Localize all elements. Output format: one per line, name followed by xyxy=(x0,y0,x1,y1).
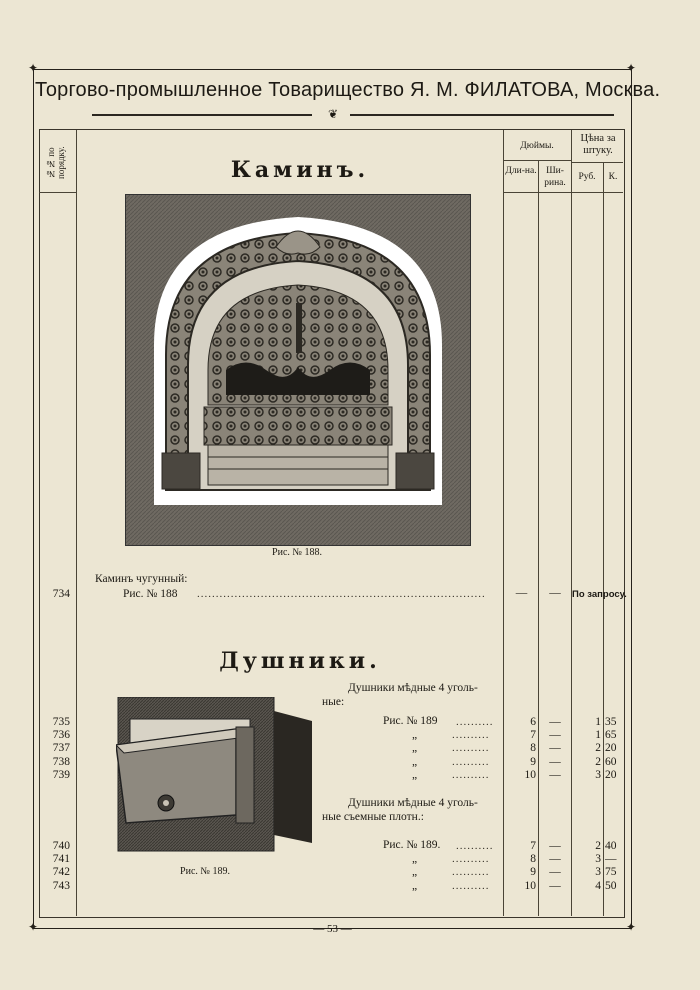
row-width: — xyxy=(549,742,561,755)
row-price-rub: 2 xyxy=(595,755,601,768)
leader-dots: .......... xyxy=(452,742,490,755)
row-number: 741 xyxy=(52,853,70,866)
item-number: 734 xyxy=(52,588,70,600)
row-number: 737 xyxy=(52,742,70,755)
column-header-number: №№ по порядку. xyxy=(46,146,66,180)
group2-title-line1: Душники мѣдные 4 уголь- xyxy=(348,797,478,809)
rule-length-right xyxy=(538,160,539,916)
item-length: — xyxy=(515,587,528,599)
figure-caption-189: Рис. № 189. xyxy=(180,866,230,877)
item-width: — xyxy=(549,587,561,599)
ditto-mark: „ xyxy=(412,879,418,892)
ditto-mark: „ xyxy=(412,755,418,768)
row-number: 738 xyxy=(52,755,70,768)
group1-title-line1: Душники мѣдные 4 уголь- xyxy=(348,682,478,694)
corner-ornament: ✦ xyxy=(28,61,39,75)
title-ornament-right xyxy=(350,114,614,116)
row-width: — xyxy=(549,879,561,892)
row-price-kop: 40 xyxy=(605,840,617,852)
item-price-on-request: По запросу. xyxy=(572,589,627,600)
row-price-kop: 20 xyxy=(605,768,617,781)
column-header-inches: Дюймы. xyxy=(520,141,554,151)
leader-dots: .......... xyxy=(452,729,490,742)
ditto-mark: „ xyxy=(412,866,418,879)
row-price-rub: 3 xyxy=(595,853,601,866)
group2-title-line2: ные съемные плотн.: xyxy=(322,811,424,823)
ditto-mark: „ xyxy=(412,853,418,866)
row-width: — xyxy=(549,755,561,768)
column-header-length: Дли-на. xyxy=(505,166,537,176)
item-figure-ref: Рис. № 188 xyxy=(123,588,178,600)
row-price-rub: 2 xyxy=(595,742,601,755)
corner-ornament: ✦ xyxy=(626,61,637,75)
row-price-rub: 1 xyxy=(595,716,601,728)
row-length: 8 xyxy=(530,742,536,755)
row-number: 735 xyxy=(52,716,70,728)
row-length: 7 xyxy=(530,840,536,852)
row-price-kop: 35 xyxy=(605,716,617,728)
row-price-kop: 75 xyxy=(605,866,617,879)
figure-caption-188: Рис. № 188. xyxy=(272,547,322,558)
row-width: — xyxy=(549,716,561,728)
rule-price-left xyxy=(571,130,572,916)
row-price-rub: 4 xyxy=(595,879,601,892)
row-number: 739 xyxy=(52,768,70,781)
row-price-rub: 1 xyxy=(595,729,601,742)
row-price-kop: 65 xyxy=(605,729,617,742)
row-width: — xyxy=(549,853,561,866)
row-price-rub: 3 xyxy=(595,768,601,781)
rule-rub-right xyxy=(603,162,604,916)
fireplace-illustration xyxy=(125,194,471,546)
group1-title-line2: ные: xyxy=(322,696,345,708)
row-length: 9 xyxy=(530,755,536,768)
corner-ornament: ✦ xyxy=(626,920,637,934)
row-length: 9 xyxy=(530,866,536,879)
column-header-rub: Руб. xyxy=(578,172,596,182)
vent-illustration xyxy=(116,697,314,853)
row-number: 736 xyxy=(52,729,70,742)
rule-num-header-bottom xyxy=(39,192,77,193)
row-length: 10 xyxy=(524,768,536,781)
rule-header-bottom xyxy=(503,192,623,193)
group1-figure-ref: Рис. № 189 xyxy=(383,715,438,727)
rule-inches-under xyxy=(503,160,571,161)
row-price-rub: 3 xyxy=(595,866,601,879)
row-length: 6 xyxy=(530,716,536,728)
page-number: — 53 — xyxy=(313,923,352,935)
leader-dots: .......... xyxy=(452,866,490,879)
column-header-price: Цѣна за штуку. xyxy=(580,133,616,156)
row-length: 7 xyxy=(530,729,536,742)
title-ornament-left xyxy=(92,114,312,116)
section-heading-vents: Душники. xyxy=(219,648,381,674)
row-price-kop: 20 xyxy=(605,742,617,755)
row-price-rub: 2 xyxy=(595,840,601,852)
leader-dots: .......... xyxy=(456,716,494,728)
page-title: Торгово-промышленное Товарищество Я. М. ФИЛАТОВА, Москва. xyxy=(35,79,661,101)
leader-dots: .......... xyxy=(452,879,490,892)
row-length: 8 xyxy=(530,853,536,866)
leader-dots: .......... xyxy=(452,768,490,781)
row-price-kop: 60 xyxy=(605,755,617,768)
ditto-mark: „ xyxy=(412,742,418,755)
corner-ornament: ✦ xyxy=(28,920,39,934)
leader-dots: .......... xyxy=(456,840,494,852)
row-number: 743 xyxy=(52,879,70,892)
leader-dots: ............................................................................. xyxy=(197,588,486,600)
title-ornament-center: ❦ xyxy=(327,107,339,121)
row-width: — xyxy=(549,729,561,742)
item-title-fireplace: Каминъ чугунный: xyxy=(95,573,188,585)
ditto-mark: „ xyxy=(412,768,418,781)
group2-figure-ref: Рис. № 189. xyxy=(383,839,441,851)
row-width: — xyxy=(549,840,561,852)
row-width: — xyxy=(549,866,561,879)
leader-dots: .......... xyxy=(452,853,490,866)
section-heading-fireplace: Каминъ. xyxy=(230,157,370,183)
rule-price-under xyxy=(571,162,623,163)
row-number: 742 xyxy=(52,866,70,879)
rule-length-left xyxy=(503,130,504,916)
row-length: 10 xyxy=(524,879,536,892)
row-price-kop: — xyxy=(605,853,617,866)
column-header-width: Ши-рина. xyxy=(544,166,566,188)
ditto-mark: „ xyxy=(412,729,418,742)
rule-num-column xyxy=(76,130,77,916)
column-header-kop: К. xyxy=(608,172,618,182)
row-width: — xyxy=(549,768,561,781)
row-price-kop: 50 xyxy=(605,879,617,892)
leader-dots: .......... xyxy=(452,755,490,768)
row-number: 740 xyxy=(52,840,70,852)
